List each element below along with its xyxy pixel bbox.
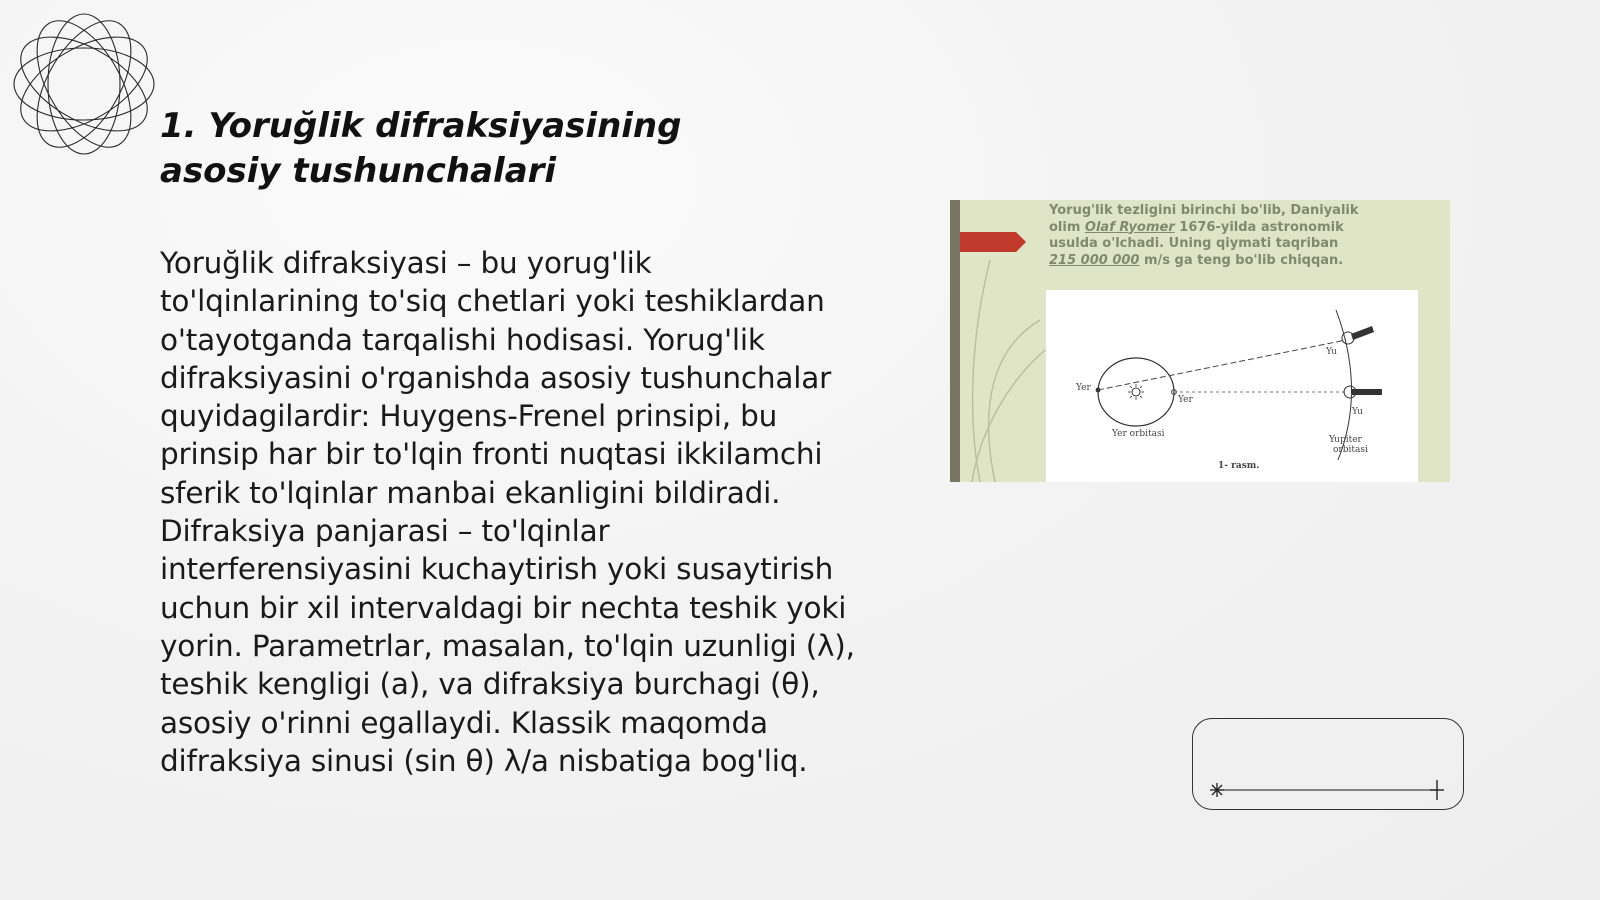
jupiter-shadow-2: [1352, 389, 1382, 395]
label-jupiter-orbit-1: Yupiter: [1329, 435, 1362, 445]
caption-line-4b: m/s ga teng bo'lib chiqqan.: [1139, 252, 1344, 268]
caption-speed-value: 215 000 000: [1049, 252, 1140, 268]
earth-orbit: [1098, 358, 1174, 426]
decorative-line-box: [1192, 718, 1464, 810]
light-path-1: [1098, 340, 1346, 390]
orbit-diagram: [1046, 290, 1418, 482]
label-jupiter-orbit-2: orbitasi: [1333, 445, 1368, 455]
arrow-marker-icon: [960, 230, 1030, 254]
caption-scientist-name: Olaf Ryomer: [1084, 219, 1175, 235]
slide-body-text: Yoruğlik difraksiyasi – bu yorug'lik to'lqinlarining to'siq chetlari yoki teshiklardan o'tayotganda tarqalishi hodisasi. Yorug'lik difraksiyasini o'rganishda asosiy tushunchalar quyidagilardir: Huygens-Frenel prinsipi, bu prinsip har bir to'lqin fronti nuqtasi ikkilamchi sferik to'lqinlar manbai ekanligini bildiradi. Difraksiya panjarasi – to'lqinlar interferensiyasini kuchaytirish yoki susaytirish uchun bir xil intervaldagi bir nechta teshik yoki yorin. Parametrlar, masalan, to'lqin uzunligi (λ), teshik kengligi (a), va difraksiya burchagi (θ), asosiy o'rinni egallaydi. Klassik maqomda difraksiya sinusi (sin θ) λ/a nisbatiga bog'liq.: [160, 246, 855, 778]
figure-caption: [1049, 203, 1389, 269]
sun-icon: [1128, 384, 1144, 400]
ornament-rosette-icon: [10, 10, 158, 158]
orbit-diagram-svg: [1046, 290, 1418, 482]
sun-icon: [1210, 783, 1224, 797]
caption-line-2a: olim: [1049, 219, 1085, 235]
roemer-figure: [950, 200, 1450, 482]
label-earth-1: Yer: [1076, 383, 1091, 393]
star-icon: [1430, 780, 1444, 800]
label-figure-number: 1- rasm.: [1218, 461, 1260, 471]
jupiter-shadow-1: [1351, 326, 1374, 340]
label-earth-orbit: Yer orbitasi: [1112, 429, 1165, 439]
caption-line-2b: 1676-yilda astronomik: [1174, 219, 1344, 235]
decorative-line-svg: [1193, 719, 1465, 811]
label-jupiter-1: Yu: [1326, 347, 1337, 357]
label-earth-2: Yer: [1178, 395, 1193, 405]
caption-line-3: usulda o'lchadi. Uning qiymati taqriban: [1049, 236, 1339, 251]
caption-line-1: Yorug'lik tezligini birinchi bo'lib, Daniyalik: [1049, 203, 1359, 218]
label-jupiter-2: Yu: [1352, 407, 1363, 417]
slide-title: 1. Yoruğlik difraksiyasining asosiy tushunchalari: [160, 106, 682, 191]
